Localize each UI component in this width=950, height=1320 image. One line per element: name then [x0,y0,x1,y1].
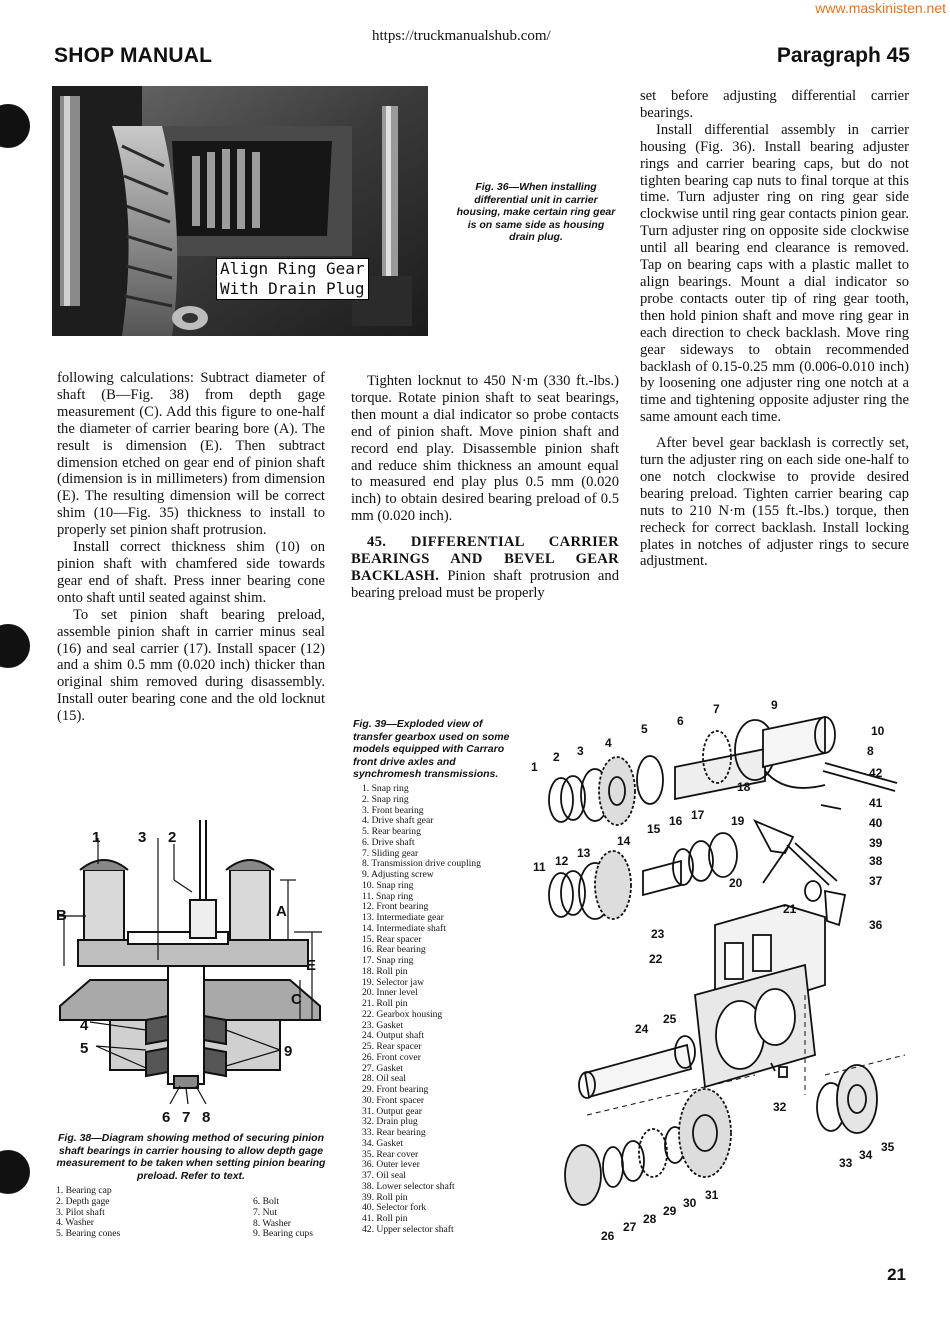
legend-item: 17. Snap ring [362,955,414,966]
fig38-label-5: 5 [80,1040,89,1057]
fig38-label-1: 1 [92,829,101,846]
legend-item: 7. Nut [253,1206,277,1218]
fig39-num-12: 12 [555,854,569,868]
legend-item: 13. Intermediate gear [362,912,444,923]
legend-item: 5. Bearing cones [56,1228,121,1239]
legend-item: 32. Drain plug [362,1116,418,1128]
legend-item: 36. Outer lever [362,1159,420,1171]
fig39-num-31: 31 [705,1188,719,1202]
fig39-num-4: 4 [605,736,612,750]
fig38-label-A: A [276,903,287,920]
legend-item: 33. Rear bearing [362,1127,426,1138]
section-45-heading: 45. DIFFERENTIAL CARRIER BEARINGS AND BEVEL GEAR BACKLASH. [351,534,619,584]
fig39-num-26: 26 [601,1229,615,1243]
fig39-diagram [525,695,925,1250]
fig38-label-B: B [56,907,67,924]
legend-item: 30. Front spacer [362,1094,425,1106]
legend-item: 29. Front bearing [362,1084,429,1095]
legend-item: 16. Rear bearing [362,944,426,956]
fig39-num-36: 36 [869,918,883,932]
legend-item: 18. Roll pin [362,965,408,977]
fig39-num-35: 35 [881,1140,895,1154]
fig39-num-42: 42 [869,766,883,780]
binder-hole [0,104,30,148]
legend-item: 3. Front bearing [362,804,424,816]
fig39-num-21: 21 [783,902,797,916]
fig39-num-9: 9 [771,698,778,712]
fig38-legend-left [56,1186,120,1240]
fig39-num-1: 1 [531,760,538,774]
fig39-num-7: 7 [713,702,720,716]
source-url: https://truckmanualshub.com/ [372,28,551,44]
fig39-num-40: 40 [869,816,883,830]
left-paragraph-1: following calculations: Subtract diameter of shaft (B—Fig. 38) from depth gage measurement (C). Add this figure to one-half the diameter of carrier bearing bore (A). The result is dimension (E). Then subtract dimension etched on gear end of pinion shaft (dimension is in millimeters) from dimension (E). The resulting dimension will be correct shim (10—Fig. 35) thickness to install to properly set pinion shaft protrusion. [57,370,325,539]
legend-item: 31. Output gear [362,1105,422,1117]
fig38-label-2: 2 [168,829,177,846]
fig39-num-13: 13 [577,846,591,860]
fig39-num-33: 33 [839,1156,853,1170]
legend-item: 35. Rear cover [362,1148,419,1160]
fig39-num-27: 27 [623,1220,637,1234]
legend-item: 2. Depth gage [56,1195,110,1207]
fig39-num-41: 41 [869,796,883,810]
fig36-callout-line2: With Drain Plug [220,279,365,298]
paragraph-title: Paragraph 45 [776,44,910,67]
fig39-num-11: 11 [533,860,546,874]
fig38-diagram [50,820,340,1130]
legend-item: 9. Adjusting screw [362,869,434,880]
legend-item: 2. Snap ring [362,793,409,805]
fig38-label-E: E [306,957,317,974]
fig39-num-19: 19 [731,814,745,828]
legend-item: 15. Rear spacer [362,933,422,945]
fig39-num-30: 30 [683,1196,697,1210]
fig38-legend-right [253,1197,313,1240]
fig39-num-23: 23 [651,927,665,941]
right-paragraph-3: After bevel gear backlash is correctly set, turn the adjuster ring on each side one-half to one notch clockwise to provide desired bearing preload. Tighten carrier bearing cap nuts to 210 N·m (155 ft.-lbs.) torque, then recheck for correct backlash. Install locking plates in notches of adjuster rings to secure adjustment. [640,435,909,570]
fig38-label-3: 3 [138,829,147,846]
fig39-num-39: 39 [869,836,883,850]
right-paragraph-2: Install differential assembly in carrier housing (Fig. 36). Install bearing adjuster rings and carrier bearing caps, but do not tighten bearing cap nuts to final torque at this time. Turn adjuster ring on ring gear side clockwise until ring gear contacts pinion gear. Turn adjuster ring on opposite side clockwise until all bearing end clearance is removed. Tap on bearing caps with a plastic mallet to align bearings. Mount a dial indicator so probe contacts outer tip of ring gear tooth, then hold pinion shaft and move ring gear in each direction to check backlash. Move ring gear sideways to obtain recommended backlash of 0.15-0.25 mm (0.006-0.010 inch) by loosening one adjuster ring one notch at a time and tightening opposite adjuster ring the same amount each time. [640,121,909,426]
legend-item: 39. Roll pin [362,1191,408,1203]
watermark: www.maskinisten.net [815,0,946,16]
fig38-label-9: 9 [284,1043,293,1060]
fig36-callout-line1: Align Ring Gear [220,259,365,278]
right-column [640,88,909,570]
legend-item: 4. Drive shaft gear [362,815,434,827]
fig39-num-14: 14 [617,834,631,848]
fig39-num-3: 3 [577,744,584,758]
legend-item: 8. Washer [253,1217,291,1229]
page-number: 21 [887,1265,906,1284]
fig39-num-28: 28 [643,1212,657,1226]
legend-item: 23. Gasket [362,1019,404,1031]
fig36-caption: Fig. 36—When installing differential unit in carrier housing, make certain ring gear is on same side as housing drain plug. [456,181,616,243]
legend-item: 34. Gasket [362,1137,404,1149]
right-paragraph-1: set before adjusting differential carrier bearings. [640,88,909,121]
middle-paragraph-2: Pinion shaft protrusion and bearing preload must be properly [351,567,619,601]
legend-item: 8. Transmission drive coupling [362,858,481,870]
middle-paragraph-1: Tighten locknut to 450 N·m (330 ft.-lbs.) torque. Rotate pinion shaft to seat bearings, then mount a dial indicator so probe contacts end of pinion shaft. Move pinion shaft and record end play. Disassemble pinion shaft and reduce shim thickness an amount equal to measured end play plus 0.5 mm (0.020 inch) to obtain desired bearing preload of 0.5 mm (0.020 inch). [351,373,619,525]
left-column [57,370,325,725]
fig38-label-C: C [291,991,302,1008]
legend-item: 26. Front cover [362,1051,421,1063]
fig38-label-4: 4 [80,1017,89,1034]
fig39-num-29: 29 [663,1204,677,1218]
legend-item: 38. Lower selector shaft [362,1180,455,1192]
fig39-num-24: 24 [635,1022,649,1036]
fig38-label-6: 6 [162,1109,171,1126]
fig39-num-25: 25 [663,1012,677,1026]
fig39-num-38: 38 [869,854,883,868]
legend-item: 14. Intermediate shaft [362,922,446,934]
legend-item: 6. Bolt [253,1196,280,1207]
legend-item: 4. Washer [56,1217,94,1229]
fig39-num-22: 22 [649,952,663,966]
fig39-num-17: 17 [691,808,705,822]
fig39-caption: Fig. 39—Exploded view of transfer gearbox used on some models equipped with Carraro front drive axles and synchromesh transmissions. [353,718,510,780]
legend-item: 27. Gasket [362,1062,404,1074]
fig38-label-8: 8 [202,1109,211,1126]
legend-item: 1. Bearing cap [56,1185,112,1196]
legend-item: 37. Oil seal [362,1170,406,1181]
middle-column [351,373,619,602]
legend-item: 10. Snap ring [362,879,414,891]
fig38-caption: Fig. 38—Diagram showing method of securing pinion shaft bearings in carrier housing to allow depth gage measurement to be taken when setting pinion bearing preload. Refer to text. [56,1132,326,1182]
legend-item: 28. Oil seal [362,1073,406,1085]
fig39-num-6: 6 [677,714,684,728]
legend-item: 22. Gearbox housing [362,1008,443,1020]
fig39-num-2: 2 [553,750,560,764]
fig39-num-5: 5 [641,722,648,736]
legend-item: 24. Output shaft [362,1030,425,1042]
fig36-callout [216,258,369,300]
fig39-num-8: 8 [867,744,874,758]
fig39-num-15: 15 [647,822,661,836]
legend-item: 7. Sliding gear [362,847,419,859]
fig39-num-10: 10 [871,724,885,738]
legend-item: 9. Bearing cups [253,1228,313,1240]
legend-item: 21. Roll pin [362,998,408,1009]
legend-item: 12. Front bearing [362,901,429,913]
legend-item: 25. Rear spacer [362,1041,422,1052]
left-paragraph-2: Install correct thickness shim (10) on pinion shaft with chamfered side towards gear end of shaft. Press inner bearing cone onto shaft until seated against shim. [57,539,325,606]
left-paragraph-3: To set pinion shaft bearing preload, assemble pinion shaft in carrier minus seal (16) and seal carrier (17). Install spacer (12) and a shim 0.5 mm (0.020 inch) thicker than original shim removed during disassembly. Install outer bearing cone and the old locknut (15). [57,606,325,725]
legend-item: 19. Selector jaw [362,976,425,988]
legend-item: 11. Snap ring [362,890,414,902]
binder-hole [0,1150,30,1194]
manual-title: SHOP MANUAL [54,44,213,67]
legend-item: 5. Rear bearing [362,826,421,837]
fig39-legend [362,784,481,1236]
fig39-num-20: 20 [729,876,743,890]
legend-item: 1. Snap ring [362,783,409,794]
legend-item: 6. Drive shaft [362,836,415,848]
fig39-num-34: 34 [859,1148,873,1162]
legend-item: 20. Inner level [362,987,418,999]
binder-hole [0,624,30,668]
fig39-num-32: 32 [773,1100,787,1114]
fig39-num-16: 16 [669,814,683,828]
legend-item: 40. Selector fork [362,1202,427,1214]
fig39-num-37: 37 [869,874,883,888]
legend-item: 42. Upper selector shaft [362,1223,454,1235]
legend-item: 41. Roll pin [362,1213,408,1224]
fig38-label-7: 7 [182,1109,191,1126]
fig39-num-18: 18 [737,780,751,794]
legend-item: 3. Pilot shaft [56,1206,105,1218]
